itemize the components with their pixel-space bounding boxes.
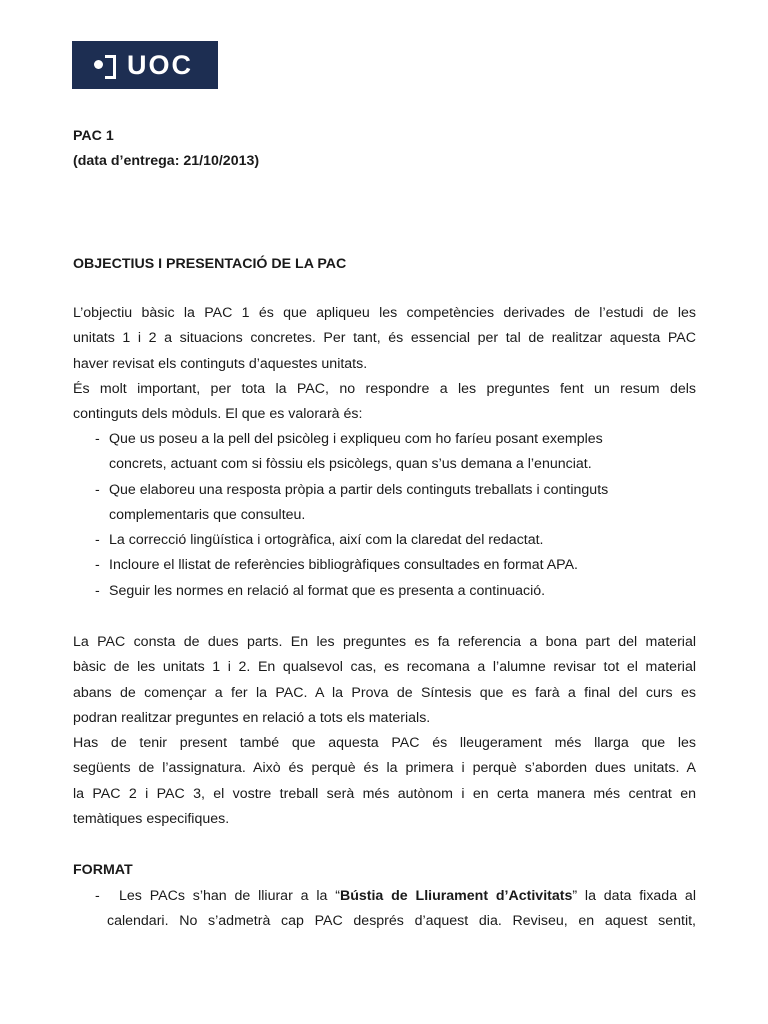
list-item: - Seguir les normes en relació al format que es presenta a continuació. — [95, 582, 546, 599]
section-heading-objectives: OBJECTIUS I PRESENTACIÓ DE LA PAC — [73, 256, 347, 272]
text-line: Les PACs s’han de lliurar a la “Bústia de Lliurament d’Activitats” la data fixada al — [119, 888, 696, 904]
text-line: unitats 1 i 2 a situacions concretes. Per tant, és essencial per tal de realitzar aquesta PAC — [73, 330, 696, 347]
format-list-item: - Les PACs s’han de lliurar a la “Bústia de Lliurament d’Activitats” la data fixada al calendari. No s’admetrà cap PAC després d’aquest dia. Reviseu, en aquest sentit, — [73, 884, 696, 935]
text-line: És molt important, per tota la PAC, no respondre a les preguntes fent un resum dels — [73, 380, 696, 397]
section-heading-format: FORMAT — [73, 862, 133, 878]
text-line: continguts dels mòduls. El que es valorarà és: — [73, 406, 363, 423]
text-line: abans de començar a fer la PAC. A la Prova de Síntesis que es farà a final del curs es — [73, 684, 696, 701]
list-item: - Incloure el llistat de referències bibliogràfiques consultades en format APA. — [95, 557, 578, 574]
document-title: PAC 1 — [73, 128, 114, 144]
text-line: calendari. No s’admetrà cap PAC després d’aquest dia. Reviseu, en aquest sentit, — [107, 913, 696, 930]
list-item: - Que elaboreu una resposta pròpia a partir dels continguts treballats i continguts complementaris que consulteu. — [95, 481, 609, 523]
text-line: La PAC consta de dues parts. En les preguntes es fa referencia a bona part del material — [73, 634, 696, 650]
text-line: bàsic de les unitats 1 i 2. En qualsevol cas, es recomana a l’alumne revisar tot el material — [73, 659, 696, 676]
paragraph-structure — [73, 630, 696, 832]
evaluation-criteria-list — [73, 427, 696, 604]
paragraph-objective — [73, 301, 696, 427]
list-item: - Que us poseu a la pell del psicòleg i expliqueu com ho faríeu posant exemples concrets, actuant com si fòssiu els psicòlegs, quan s’us demana a l’enunciat. — [95, 431, 603, 473]
logo-text: UOC — [127, 50, 193, 80]
text-line: L’objectiu bàsic la PAC 1 és que apliqueu les competències derivades de l’estudi de les — [73, 305, 696, 321]
text-line: podran realitzar preguntes en relació a tots els materials. — [73, 709, 431, 726]
mailbox-name: Bústia de Lliurament d’Activitats — [339, 888, 573, 904]
list-item: - La correcció lingüística i ortogràfica, així com la claredat del redactat. — [95, 532, 544, 549]
text-line: la PAC 2 i PAC 3, el vostre treball serà més autònom i en certa manera més centrat en — [73, 785, 696, 802]
text-line: haver revisat els continguts d’aquestes unitats. — [73, 355, 368, 372]
uoc-logo — [72, 41, 218, 89]
text-line: temàtiques especifiques. — [73, 811, 230, 828]
text-line: següents de l’assignatura. Això és perquè és la primera i perquè s’aborden dues unitats. A — [73, 760, 696, 777]
text-line: Has de tenir present també que aquesta PAC és lleugerament més llarga que les — [73, 735, 696, 752]
delivery-date: (data d’entrega: 21/10/2013) — [73, 153, 260, 169]
uoc-logo-icon — [94, 54, 116, 76]
